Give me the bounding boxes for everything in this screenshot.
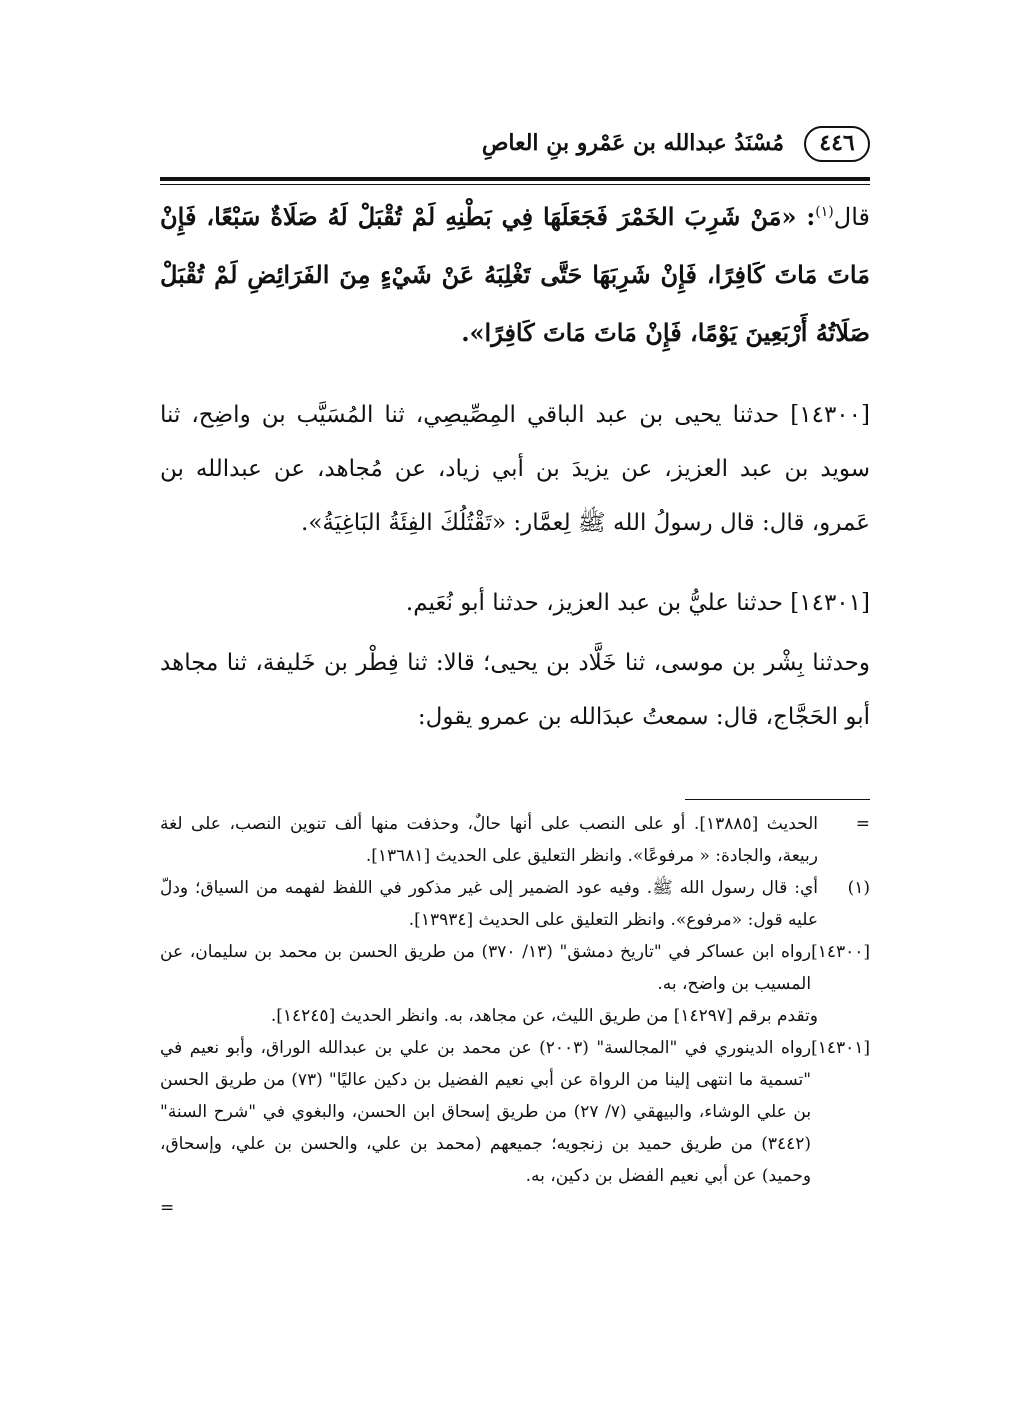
footnote-14301 — [160, 1032, 870, 1192]
footnote-14300-continuation: وتقدم برقم [١٤٢٩٧] من طريق الليث، عن مجاهد، به. وانظر الحديث [١٤٢٤٥]. — [270, 1006, 818, 1026]
footnote-text: رواه الدينوري في "المجالسة" (٢٠٠٣) عن محمد بن علي بن عبدالله الوراق، وأبو نعيم في "تسمية ما انتهى إلينا من الرواة عن أبي نعيم الفضيل بن دكين عاليًا" (٧٣) من طريق الحسن بن علي الوشاء، والبيهقي (٧/ ٢٧) من طريق إسحاق ابن الحسن، والبغوي في "شرح السنة" (٣٤٤٢) من طريق حميد بن زنجويه؛ جميعهم (محمد بن علي، والحسن بن علي، وإسحاق، وحميد) عن أبي نعيم الفضل بن دكين، به. — [160, 1038, 812, 1186]
footnote-1 — [160, 872, 870, 936]
footnote-separator — [685, 799, 870, 800]
page-number: ٤٤٦ — [804, 126, 870, 162]
footnote-marker: [١٤٣٠١] — [811, 1038, 870, 1058]
hadith-14301 — [160, 576, 870, 630]
footnote-marker: (١) — [847, 878, 870, 898]
continuation-marker: = — [160, 1198, 175, 1218]
footnote-14300 — [160, 936, 870, 1000]
running-title: مُسْنَدُ عبدالله بن عَمْرو بنِ العاصِ — [481, 130, 784, 156]
page-header — [160, 128, 870, 168]
footnote-marker: = — [855, 814, 870, 834]
hadith-14301-continuation: وحدثنا بِشْر بن موسى، ثنا خَلَّاد بن يحيى؛ قالا: ثنا فِطْر بن خَليفة، ثنا مجاهد أبو الحَجَّاج، قال: سمعتُ عبدَالله بن عمرو يقول: — [160, 650, 870, 730]
footnote-text: رواه ابن عساكر في "تاريخ دمشق" (١٣/ ٣٧٠) من طريق الحسن بن محمد بن سليمان، عن المسيب بن واضح، به. — [160, 942, 812, 994]
intro-word: قال — [833, 203, 870, 231]
hadith-number: [١٤٣٠٠] — [790, 402, 870, 428]
header-rule — [160, 177, 870, 181]
main-text — [160, 188, 870, 744]
hadith-chain: حدثنا عليُّ بن عبد العزيز، حدثنا أبو نُعَيم. — [405, 590, 783, 616]
hadith-number: [١٤٣٠١] — [790, 590, 870, 616]
hadith-text: : «مَنْ شَرِبَ الخَمْرَ فَجَعَلَهَا فِي بَطْنِهِ لَمْ تُقْبَلْ لَهُ صَلَاةٌ سَبْعًا، فَإِنْ مَاتَ مَاتَ كَافِرًا، فَإِنْ شَرِبَهَا حَتَّى تَغْلِبَهُ عَنْ شَيْءٍ مِنَ الفَرَائِضِ لَمْ تُقْبَلْ صَلَاتُهُ أَرْبَعِينَ يَوْمًا، فَإِنْ مَاتَ مَاتَ كَافِرًا». — [160, 202, 870, 347]
footnote-marker: [١٤٣٠٠] — [811, 942, 870, 962]
header-rule-thin — [160, 184, 870, 185]
footnote-continued — [160, 808, 870, 872]
hadith-chain: حدثنا يحيى بن عبد الباقي المِصِّيصِي، ثنا المُسَيَّب بن واضِح، ثنا سويد بن عبد العزيز، عن يزيدَ بن أبي زياد، عن مُجاهد، عن عبدالله بن عَمرو، قال: قال رسولُ الله ﷺ لِعمَّار: «تَقْتُلُكَ الفِئَةُ البَاغِيَةُ». — [160, 402, 870, 536]
footnotes — [160, 808, 870, 1224]
footnote-text: أي: قال رسول الله ﷺ. وفيه عود الضمير إلى غير مذكور في اللفظ لفهمه من السياق؛ ودلّ عليه قول: «مرفوع». وانظر التعليق على الحديث [١٣٩٣٤]. — [160, 878, 818, 930]
footnote-text: الحديث [١٣٨٨٥]. أو على النصب على أنها حالٌ، وحذفت منها ألف تنوين النصب، على لغة ربيعة، والجادة: « مرفوعًا». وانظر التعليق على الحديث [١٣٦٨١]. — [160, 814, 818, 866]
hadith-14300 — [160, 388, 870, 550]
footnote-reference: (١) — [815, 204, 834, 220]
hadith-quote-paragraph — [160, 188, 870, 362]
